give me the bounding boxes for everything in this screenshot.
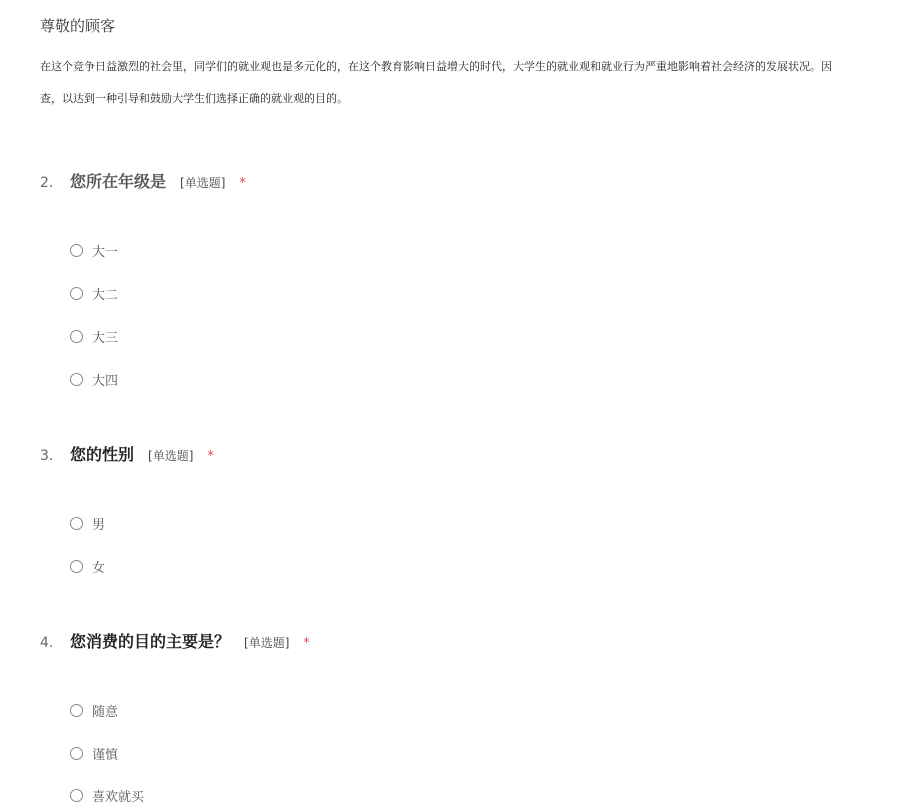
option-purpose-casual[interactable] — [70, 701, 118, 720]
survey-intro-line-1: 在这个竞争日益激烈的社会里，同学们的就业观也是多元化的，在这个教育影响日益增大的时代，大学生的就业观和就业行为严重地影响着社会经济的发展状况。因 — [40, 60, 832, 73]
radio-button[interactable] — [70, 287, 83, 300]
question-type-tag: [单选题] — [180, 176, 226, 190]
radio-button[interactable] — [70, 517, 83, 530]
option-purpose-careful[interactable] — [70, 744, 118, 763]
question-title: 您的性别 — [70, 445, 135, 464]
radio-button[interactable] — [70, 330, 83, 343]
option-label: 大一 — [92, 245, 119, 260]
option-grade-3[interactable] — [70, 327, 118, 346]
survey-intro-line-2: 查，以达到一种引导和鼓励大学生们选择正确的就业观的目的。 — [40, 92, 348, 105]
radio-button[interactable] — [70, 373, 83, 386]
option-grade-1[interactable] — [70, 241, 118, 260]
required-marker: * — [207, 449, 214, 464]
option-label: 谨慎 — [92, 748, 119, 763]
question-3-header — [40, 442, 214, 465]
question-2-header — [40, 169, 246, 192]
option-grade-2[interactable] — [70, 284, 118, 303]
question-number: 4. — [40, 635, 54, 651]
question-type-tag: [单选题] — [148, 449, 194, 463]
question-4-header — [40, 629, 310, 652]
question-number: 3. — [40, 448, 54, 464]
option-grade-4[interactable] — [70, 370, 118, 389]
radio-button[interactable] — [70, 789, 83, 802]
radio-button[interactable] — [70, 747, 83, 760]
radio-button[interactable] — [70, 560, 83, 573]
question-title: 您消费的目的主要是？ — [70, 632, 231, 651]
option-label: 随意 — [92, 705, 119, 720]
survey-greeting: 尊敬的顾客 — [40, 17, 116, 35]
option-label: 大四 — [92, 374, 119, 389]
required-marker: * — [303, 636, 310, 651]
option-gender-male[interactable] — [70, 514, 105, 533]
option-label: 男 — [92, 518, 106, 533]
option-purpose-impulse[interactable] — [70, 786, 144, 805]
radio-button[interactable] — [70, 244, 83, 257]
option-label: 喜欢就买 — [92, 790, 145, 805]
required-marker: * — [239, 176, 246, 191]
option-label: 女 — [92, 561, 106, 576]
question-title: 您所在年级是 — [70, 172, 167, 191]
option-gender-female[interactable] — [70, 557, 105, 576]
question-number: 2. — [40, 175, 54, 191]
radio-button[interactable] — [70, 704, 83, 717]
question-type-tag: [单选题] — [244, 636, 290, 650]
option-label: 大三 — [92, 331, 119, 346]
option-label: 大二 — [92, 288, 119, 303]
